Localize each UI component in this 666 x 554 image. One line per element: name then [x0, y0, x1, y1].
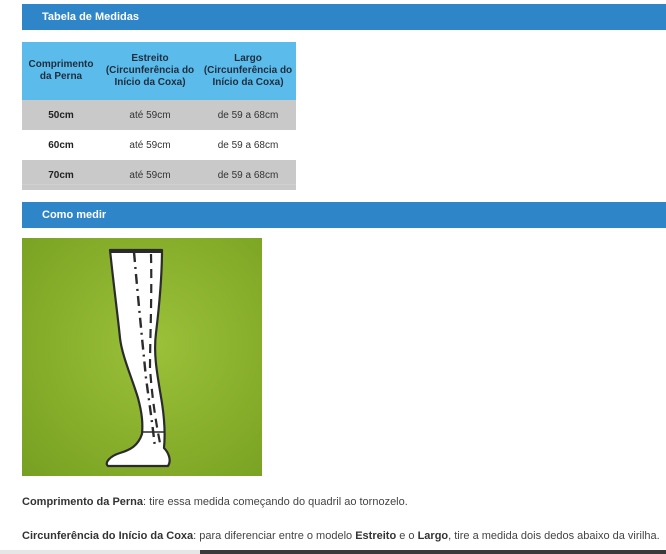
cell-wide: de 59 a 68cm: [200, 130, 296, 160]
cell-wide: de 59 a 68cm: [200, 160, 296, 190]
instruction-length-text: : tire essa medida começando do quadril ao tornozelo.: [143, 496, 408, 508]
header-narrow: Estreito (Circunferência do Início da Coxa): [100, 42, 200, 100]
leg-measurement-illustration: [22, 238, 262, 476]
header-wide: Largo (Circunferência do Início da Coxa): [200, 42, 296, 100]
section-bar-measures: [22, 4, 666, 30]
bottom-strip: [200, 550, 666, 554]
cell-length: 50cm: [22, 100, 100, 130]
section-title-measures: Tabela de Medidas: [42, 11, 139, 23]
table-row: [22, 130, 296, 160]
header-length: Comprimento da Perna: [22, 42, 100, 100]
section-title-how-to: Como medir: [42, 209, 107, 221]
table-row: [22, 100, 296, 130]
instruction-length-label: Comprimento da Perna: [22, 496, 144, 508]
instruction-circ-text-2: e o: [396, 530, 418, 542]
table-header-row: [22, 42, 296, 100]
instruction-circ-label: Circunferência do Início da Coxa: [22, 530, 194, 542]
size-table: [22, 42, 296, 190]
table-row: [22, 160, 296, 190]
bottom-strip-light: [0, 550, 200, 554]
section-bar-how-to: [22, 202, 666, 228]
cell-narrow: até 59cm: [100, 130, 200, 160]
instruction-circ-narrow: Estreito: [355, 530, 397, 542]
cell-narrow: até 59cm: [100, 100, 200, 130]
cell-narrow: até 59cm: [100, 160, 200, 190]
leg-measurement-icon: [22, 238, 262, 476]
cell-length: 60cm: [22, 130, 100, 160]
instruction-circumference: [22, 530, 660, 542]
cell-length: 70cm: [22, 160, 100, 190]
instruction-circ-wide: Largo: [417, 530, 449, 542]
instruction-circ-text-1: : para diferenciar entre o modelo: [193, 530, 356, 542]
instruction-length: [22, 496, 408, 508]
instruction-circ-text-3: , tire a medida dois dedos abaixo da virilha.: [448, 530, 660, 542]
cell-wide: de 59 a 68cm: [200, 100, 296, 130]
